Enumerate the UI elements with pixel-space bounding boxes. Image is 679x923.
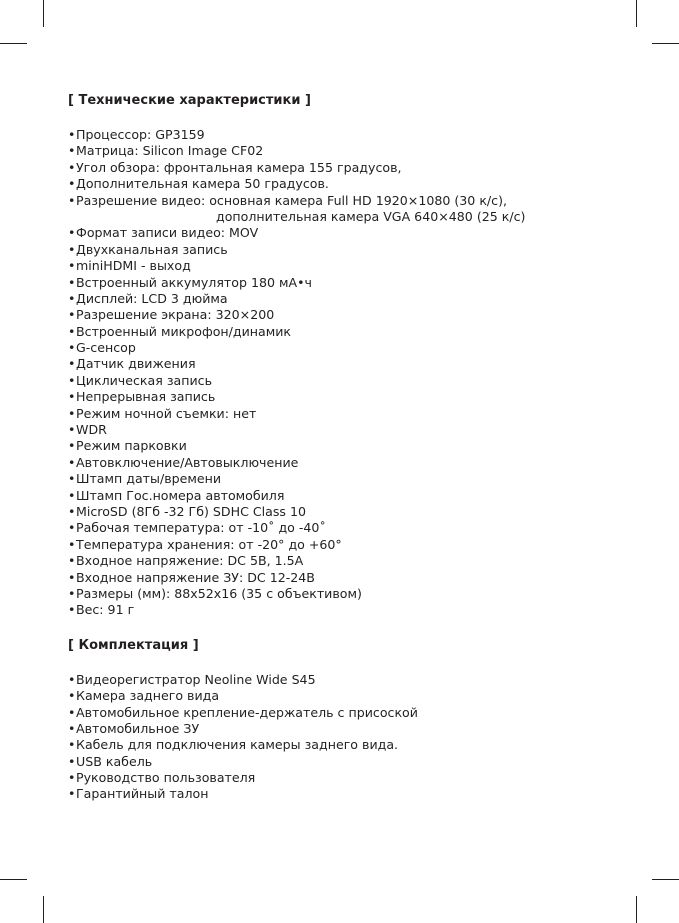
list-item bbox=[68, 553, 628, 569]
bullet: • bbox=[68, 520, 76, 536]
list-item bbox=[68, 488, 628, 504]
list-item bbox=[68, 176, 628, 192]
bullet: • bbox=[68, 372, 76, 388]
list-item-text: Штамп даты/времени bbox=[76, 471, 222, 487]
bullet: • bbox=[68, 688, 76, 704]
bullet: • bbox=[68, 274, 76, 290]
list-item-text: Двухканальная запись bbox=[76, 241, 228, 257]
list-item-text: Процессор: GP3159 bbox=[76, 127, 205, 142]
list-item-text: Входное напряжение ЗУ: DC 12-24В bbox=[76, 569, 315, 585]
list-item-text: Дополнительная камера 50 градусов. bbox=[76, 176, 329, 192]
list-item bbox=[68, 721, 628, 737]
list-item bbox=[68, 438, 628, 454]
list-item bbox=[68, 225, 628, 241]
list-item-text: Встроенный микрофон/динамик bbox=[76, 323, 292, 339]
bullet: • bbox=[68, 225, 76, 241]
kit-list bbox=[68, 672, 628, 803]
list-item-text: Вес: 91 г bbox=[76, 602, 135, 618]
bullet: • bbox=[68, 671, 76, 687]
list-item bbox=[68, 504, 628, 520]
list-item bbox=[68, 786, 628, 802]
list-item bbox=[68, 258, 628, 274]
list-item bbox=[68, 737, 628, 753]
bullet: • bbox=[68, 143, 76, 159]
bullet: • bbox=[68, 356, 76, 372]
bullet: • bbox=[68, 159, 76, 175]
list-item-text: Разрешение экрана: 320×200 bbox=[76, 307, 275, 323]
list-item-text: USB кабель bbox=[76, 753, 153, 769]
bullet: • bbox=[68, 704, 76, 720]
list-item bbox=[68, 688, 628, 704]
list-item-text: Матрица: Silicon Image CF02 bbox=[76, 143, 264, 159]
bullet: • bbox=[68, 405, 76, 421]
bullet: • bbox=[68, 487, 76, 503]
list-item bbox=[68, 324, 628, 340]
bullet: • bbox=[68, 323, 76, 339]
bullet: • bbox=[68, 258, 76, 274]
list-item-text: Видеорегистратор Neoline Wide S45 bbox=[76, 671, 316, 687]
list-item bbox=[68, 602, 628, 618]
list-item bbox=[68, 160, 628, 176]
list-item-text: Гарантийный талон bbox=[76, 786, 209, 802]
bullet: • bbox=[68, 503, 76, 519]
list-item-text: Датчик движения bbox=[76, 356, 196, 372]
bullet: • bbox=[68, 553, 76, 569]
crop-mark bbox=[652, 43, 679, 44]
list-item bbox=[68, 570, 628, 586]
bullet: • bbox=[68, 786, 76, 802]
list-item-text: Автовключение/Автовыключение bbox=[76, 454, 299, 470]
list-item-text: Входное напряжение: DC 5В, 1.5А bbox=[76, 553, 304, 569]
bullet: • bbox=[68, 241, 76, 257]
list-item-text: дополнительная камера VGA 640×480 (25 к/с) bbox=[216, 208, 526, 224]
crop-mark bbox=[0, 879, 27, 880]
list-item-text: miniHDMI - выход bbox=[76, 258, 191, 274]
bullet: • bbox=[68, 602, 76, 618]
list-item bbox=[68, 340, 628, 356]
specs-list bbox=[68, 127, 628, 619]
list-item-text: Режим парковки bbox=[76, 438, 187, 454]
crop-mark bbox=[652, 879, 679, 880]
list-item bbox=[68, 520, 628, 536]
crop-mark bbox=[636, 0, 637, 27]
list-item-text: Формат записи видео: MOV bbox=[76, 225, 259, 241]
bullet: • bbox=[68, 753, 76, 769]
list-item bbox=[68, 127, 628, 143]
list-item bbox=[68, 770, 628, 786]
list-item bbox=[68, 672, 628, 688]
bullet: • bbox=[68, 585, 76, 601]
crop-mark bbox=[636, 896, 637, 923]
bullet: • bbox=[68, 770, 76, 786]
list-item-text: WDR bbox=[76, 422, 107, 438]
list-item bbox=[68, 754, 628, 770]
list-item-text: Температура хранения: от -20° до +60° bbox=[76, 536, 342, 552]
bullet: • bbox=[68, 438, 76, 454]
document-body bbox=[68, 92, 628, 803]
list-item bbox=[68, 406, 628, 422]
bullet: • bbox=[68, 340, 76, 356]
list-item-text: Штамп Гос.номера автомобиля bbox=[76, 487, 285, 503]
crop-mark bbox=[43, 896, 44, 923]
bullet: • bbox=[68, 290, 76, 306]
list-item bbox=[68, 291, 628, 307]
list-item-text: Разрешение видео: основная камера Full HD 1920×1080 (30 к/с), bbox=[76, 192, 508, 208]
list-item bbox=[68, 389, 628, 405]
list-item bbox=[68, 422, 628, 438]
crop-mark bbox=[43, 0, 44, 27]
bullet: • bbox=[68, 737, 76, 753]
list-item-text: Автомобильное крепление-держатель с присоской bbox=[76, 704, 418, 720]
specs-heading: [ Технические характеристики ] bbox=[68, 93, 311, 108]
crop-mark bbox=[0, 43, 27, 44]
list-item-continuation bbox=[68, 209, 628, 225]
list-item-text: Камера заднего вида bbox=[76, 688, 220, 704]
list-item bbox=[68, 537, 628, 553]
bullet: • bbox=[68, 569, 76, 585]
list-item bbox=[68, 275, 628, 291]
bullet: • bbox=[68, 422, 76, 438]
list-item bbox=[68, 193, 628, 209]
list-item bbox=[68, 373, 628, 389]
list-item-text: Руководство пользователя bbox=[76, 770, 256, 786]
list-item-text: Размеры (мм): 88x52x16 (35 с объективом) bbox=[76, 585, 362, 601]
list-item bbox=[68, 143, 628, 159]
kit-heading: [ Комплектация ] bbox=[68, 637, 199, 653]
list-item bbox=[68, 455, 628, 471]
bullet: • bbox=[68, 176, 76, 192]
bullet: • bbox=[68, 307, 76, 323]
list-item-text: Угол обзора: фронтальная камера 155 градусов, bbox=[76, 159, 402, 175]
bullet: • bbox=[68, 720, 76, 736]
list-item-text: Дисплей: LCD 3 дюйма bbox=[76, 290, 228, 306]
list-item bbox=[68, 705, 628, 721]
bullet: • bbox=[68, 389, 76, 405]
list-item-text: G-сенсор bbox=[76, 340, 136, 356]
bullet: • bbox=[68, 454, 76, 470]
bullet: • bbox=[68, 536, 76, 552]
list-item bbox=[68, 471, 628, 487]
bullet: • bbox=[68, 127, 76, 142]
list-item bbox=[68, 356, 628, 372]
list-item bbox=[68, 586, 628, 602]
list-item bbox=[68, 307, 628, 323]
bullet: • bbox=[68, 471, 76, 487]
list-item-text: Режим ночной съемки: нет bbox=[76, 405, 257, 421]
list-item-text: Непрерывная запись bbox=[76, 389, 216, 405]
list-item-text: Рабочая температура: от -10˚ до -40˚ bbox=[76, 520, 326, 536]
list-item-text: Автомобильное ЗУ bbox=[76, 720, 200, 736]
bullet: • bbox=[68, 192, 76, 208]
list-item-text: MicroSD (8Гб -32 Гб) SDHC Class 10 bbox=[76, 503, 307, 519]
list-item-text: Встроенный аккумулятор 180 мА•ч bbox=[76, 274, 312, 290]
list-item bbox=[68, 242, 628, 258]
list-item-text: Циклическая запись bbox=[76, 372, 212, 388]
list-item-text: Кабель для подключения камеры заднего вида. bbox=[76, 737, 399, 753]
